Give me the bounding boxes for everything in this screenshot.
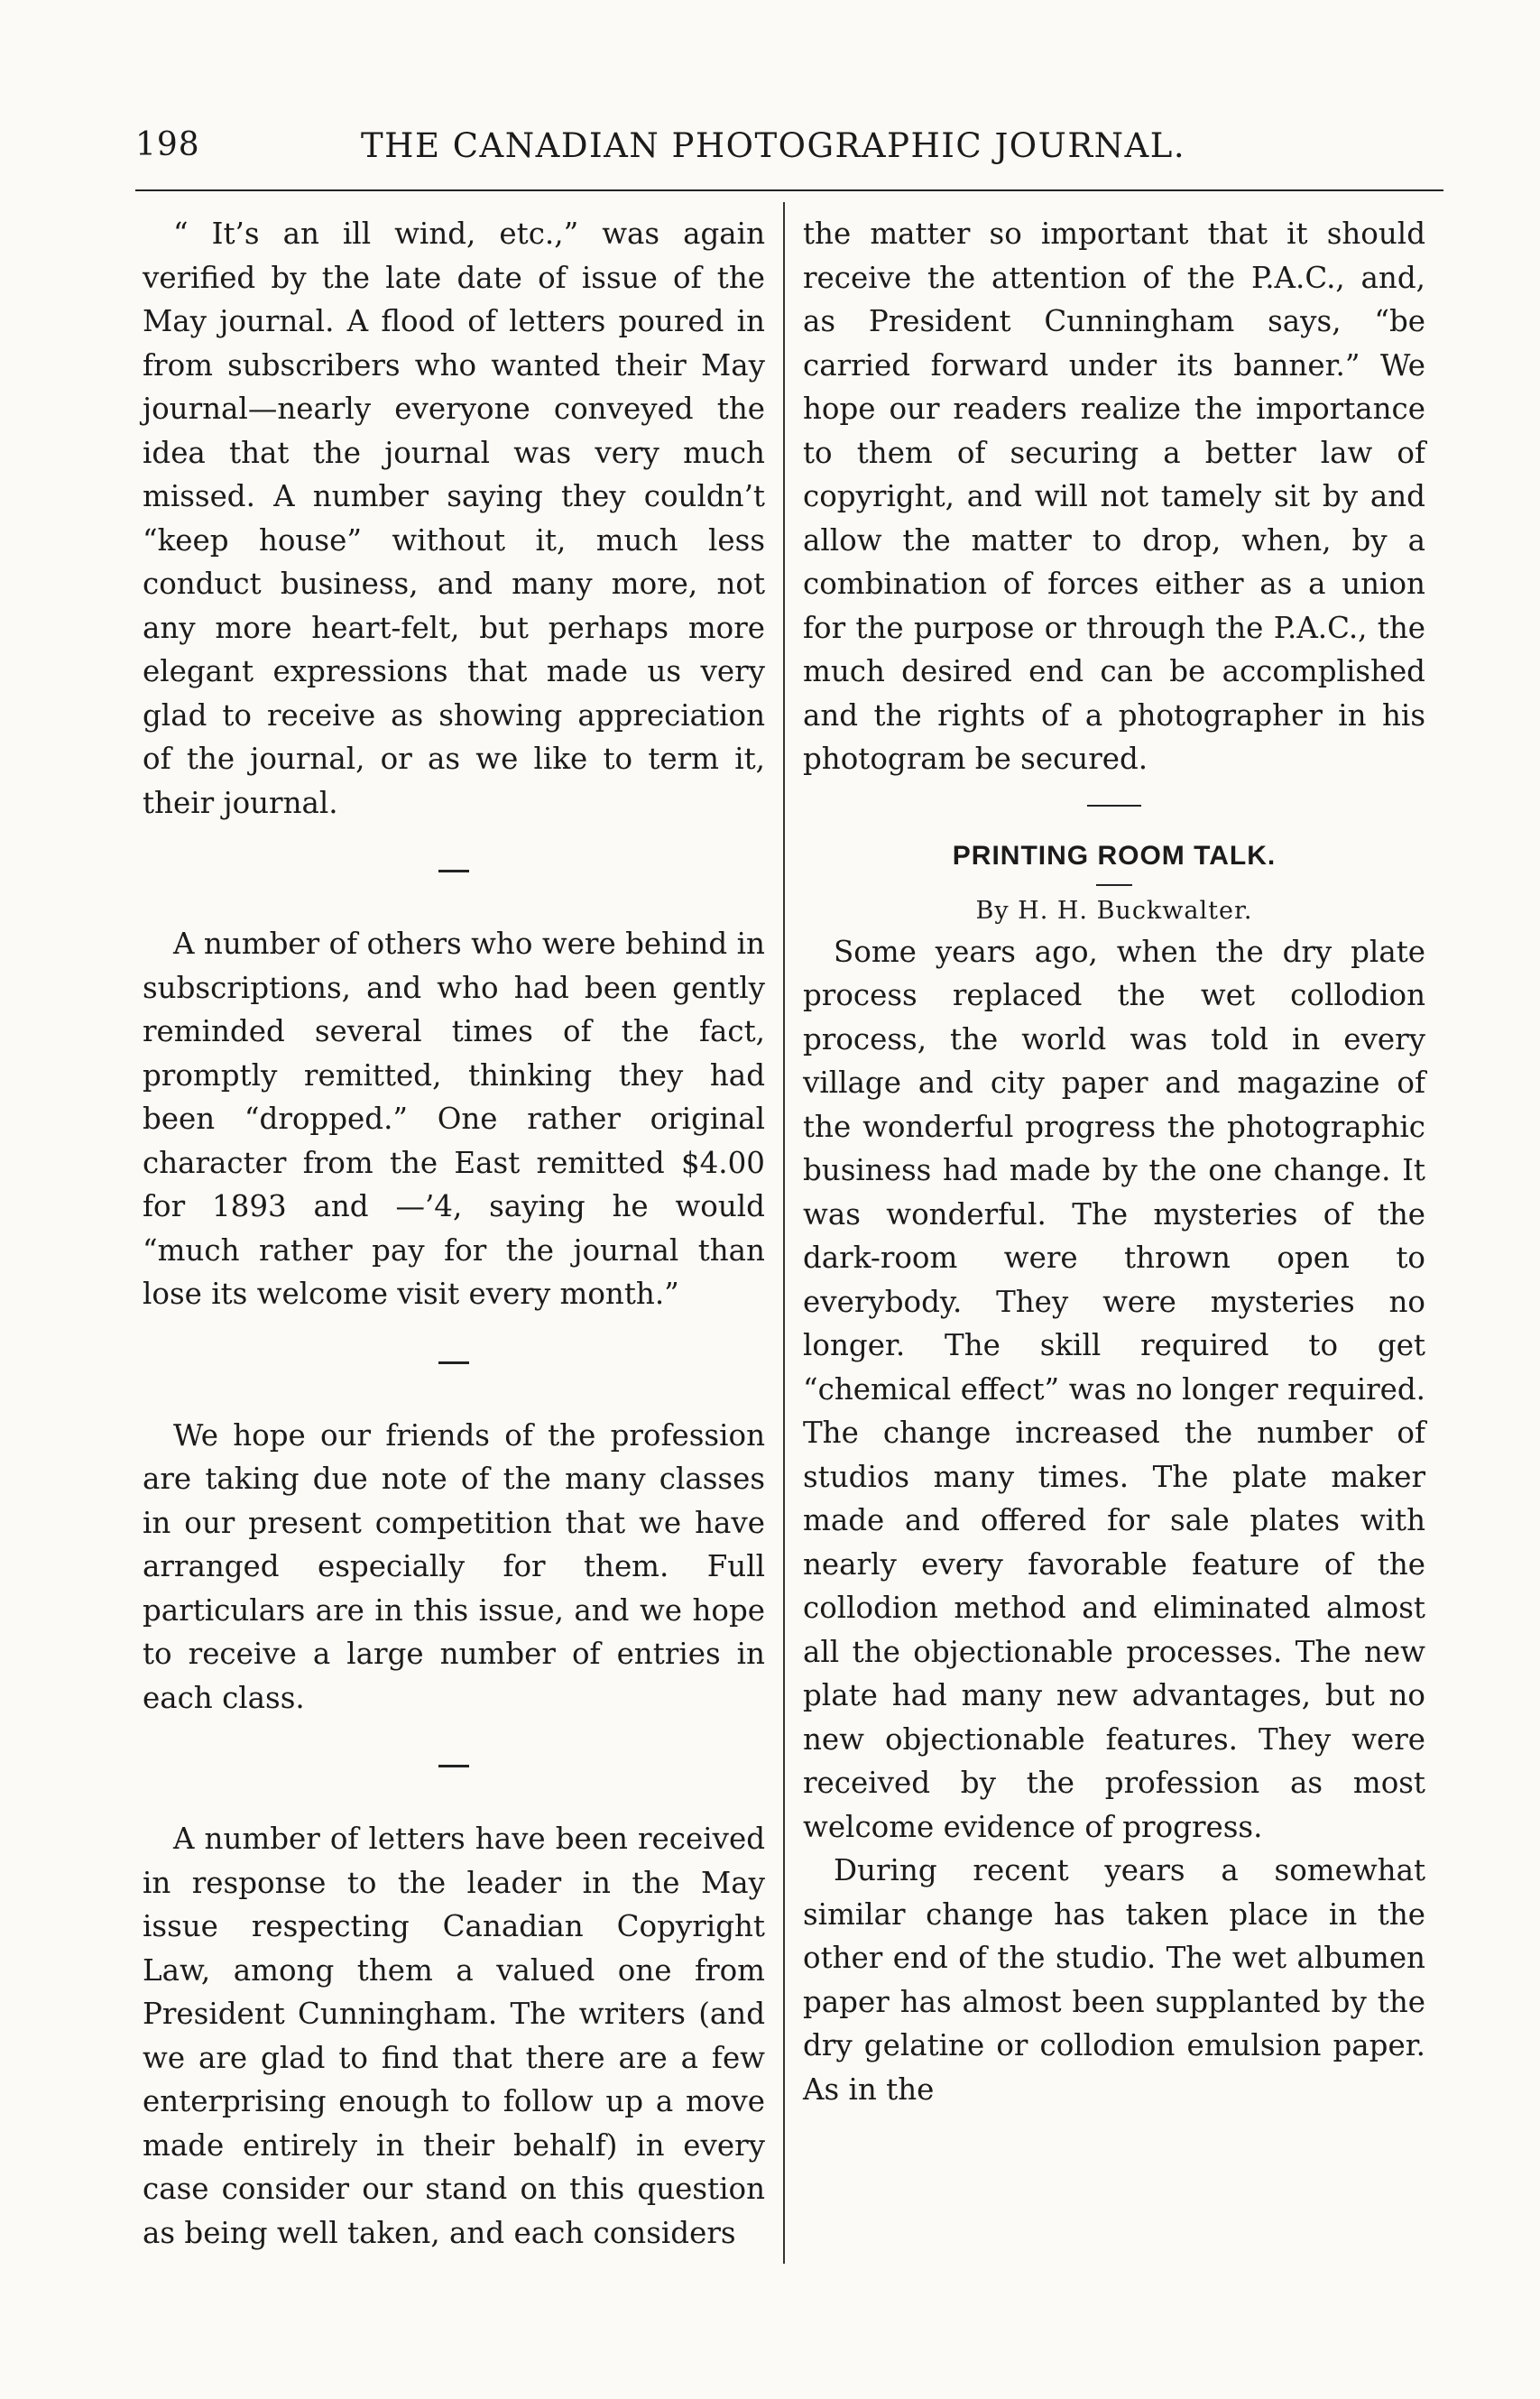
running-title: THE CANADIAN PHOTOGRAPHIC JOURNAL.	[361, 126, 1186, 165]
separator-rule	[1087, 805, 1141, 807]
paragraph-copyright-letters: A number of letters have been received in response to the leader in the May issue respecting Canadian Copyright Law, among them a valued one from President Cunningham. The writers (and we are glad to find that there are a few enterprising enough to follow up a move made entirely in their behalf) in every case consider our stand on this question as being well taken, and each considers	[143, 1822, 765, 2250]
right-column	[803, 212, 1425, 2111]
header-rule	[135, 189, 1443, 191]
separator	[143, 1720, 765, 1817]
page-number: 198	[135, 126, 200, 163]
paragraph-copyright-continued: the matter so important that it should receive the attention of the P.A.C., and, as President Cunningham says, “be carried forward under its banner.” We hope our readers realize the importance to them of securing a better law of copyright, and will not tamely sit by and allow the matter to drop, when, by a combination of forces either as a union for the purpose or through the P.A.C., the much desired end can be accomplished and the rights of a photographer in his photogram be secured.	[803, 217, 1425, 776]
left-column	[143, 212, 765, 2255]
byline: By H. H. Buckwalter.	[975, 896, 1253, 925]
section-title: PRINTING ROOM TALK.	[952, 840, 1277, 871]
title-rule	[1096, 884, 1132, 886]
column-divider	[783, 202, 785, 2264]
paragraph-dry-plate: Some years ago, when the dry plate process replaced the wet collodion process, the world was told in every village and city paper and magazine of the wonderful progress the photographic business had made by the one change. It was wonderful. The mysteries of the dark-room were thrown open to everybody. They were mysteries no longer. The skill required to get “chemical effect” was no longer required. The change increased the number of studios many times. The plate maker made and offered for sale plates with nearly every favorable feature of the collodion method and eliminated almost all the objectionable processes. The new plate had many new advantages, but no new objectionable features. They were received by the profession as most welcome evidence of progress.	[803, 934, 1425, 1844]
separator-rule	[438, 870, 469, 872]
page-header	[135, 126, 1443, 180]
separator-rule	[438, 1765, 469, 1767]
separator	[143, 1316, 765, 1414]
separator	[803, 781, 1425, 834]
paragraph-emulsion-paper: During recent years a somewhat similar change has taken place in the other end of the studio. The wet albumen paper has almost been supplanted by the dry gelatine or collodion emulsion paper. As in the	[803, 1853, 1425, 2107]
separator-rule	[438, 1361, 469, 1364]
separator	[143, 825, 765, 922]
paragraph-subscriptions: A number of others who were behind in subscriptions, and who had been gently reminded several times of the fact, promptly remitted, thinking they had been “dropped.” One rather original character from the East remitted $4.00 for 1893 and —’4, saying he would “much rather pay for the journal than lose its welcome visit every month.”	[143, 927, 765, 1311]
paragraph-late-issue: “ It’s an ill wind, etc.,” was again verified by the late date of issue of the May journal. A flood of letters poured in from subscribers who wanted their May journal—nearly everyone conveyed the idea that the journal was very much missed. A number saying they couldn’t “keep house” without it, much less conduct business, and many more, not any more heart-felt, but perhaps more elegant expressions that made us very glad to receive as showing appreciation of the journal, or as we like to term it, their journal.	[143, 217, 765, 820]
paragraph-competition: We hope our friends of the profession are taking due note of the many classes in our present competition that we have arranged especially for them. Full particulars are in this issue, and we hope to receive a large number of entries in each class.	[143, 1417, 765, 1715]
